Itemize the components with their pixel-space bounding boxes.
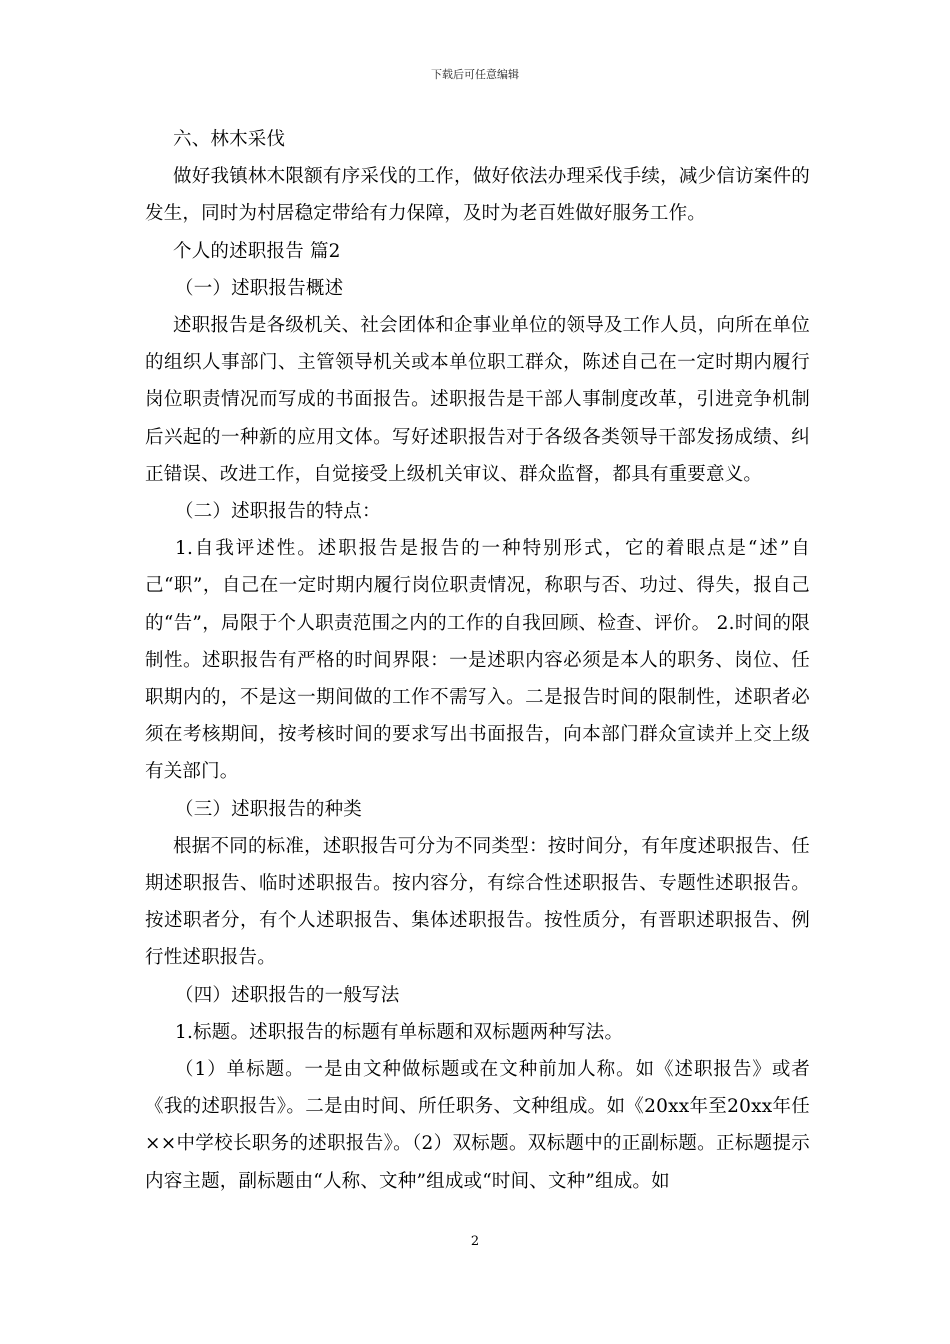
section-heading-forest-logging: 六、林木采伐 — [173, 129, 286, 150]
page-header: 下载后可任意编辑 — [431, 68, 519, 81]
article-title: 个人的述职报告 篇2 — [173, 240, 341, 262]
page-number: 2 — [470, 1234, 480, 1249]
section-heading-writing: （四）述职报告的一般写法 — [175, 984, 400, 1006]
paragraph-forest-logging: 做好我镇林木限额有序采伐的工作，做好依法办理采伐手续，减少信访案件的发生，同时为村居稳定带给有力保障，及时为老百姓做好服务工作。 — [145, 166, 810, 225]
paragraph-features: 1.自我评述性。述职报告是报告的一种特别形式，它的着眼点是“述”自己“职”，自己在一定时期内履行岗位职责情况，称职与否、功过、得失，报自己的“告”，局限于个人职责范围之内的工作的自我回顾、检查、评价。 2.时间的限制性。述职报告有严格的时间界限：一是述职内容必须是本人的职务、岗位、任职期内的，不是这一期间做的工作不需写入。二是报告时间的限制性，述职者必须在考核期间，按考核时间的要求写出书面报告，向本部门群众宣读并上交上级有关部门。 — [145, 538, 810, 783]
paragraph-overview: 述职报告是各级机关、社会团体和企事业单位的领导及工作人员，向所在单位的组织人事部门、主管领导机关或本单位职工群众，陈述自己在一定时期内履行岗位职责情况而写成的书面报告。述职报告是干部人事制度改革，引进竞争机制后兴起的一种新的应用文体。写好述职报告对于各级各类领导干部发扬成绩、纠正错误、改进工作，自觉接受上级机关审议、群众监督，都具有重要意义。 — [145, 315, 810, 485]
paragraph-title-types: （1）单标题。一是由文种做标题或在文种前加人称。如《述职报告》或者《我的述职报告》。二是由时间、所任职务、文种组成。如《20xx年至20xx年任××中学校长职务的述职报告》。（2）双标题。双标题中的正副标题。正标题提示内容主题，副标题由“人称、文种”组成或“时间、文种”组成。如 — [145, 1059, 810, 1192]
paragraph-types: 根据不同的标准，述职报告可分为不同类型：按时间分，有年度述职报告、任期述职报告、临时述职报告。按内容分，有综合性述职报告、专题性述职报告。按述职者分，有个人述职报告、集体述职报告。按性质分，有晋职述职报告、例行性述职报告。 — [145, 835, 810, 969]
section-heading-types: （三）述职报告的种类 — [175, 798, 363, 820]
paragraph-title-intro: 1.标题。述职报告的标题有单标题和双标题两种写法。 — [175, 1021, 624, 1043]
section-heading-features: （二）述职报告的特点： — [175, 501, 381, 523]
section-heading-overview: （一）述职报告概述 — [175, 277, 344, 299]
document-body — [145, 121, 810, 1200]
